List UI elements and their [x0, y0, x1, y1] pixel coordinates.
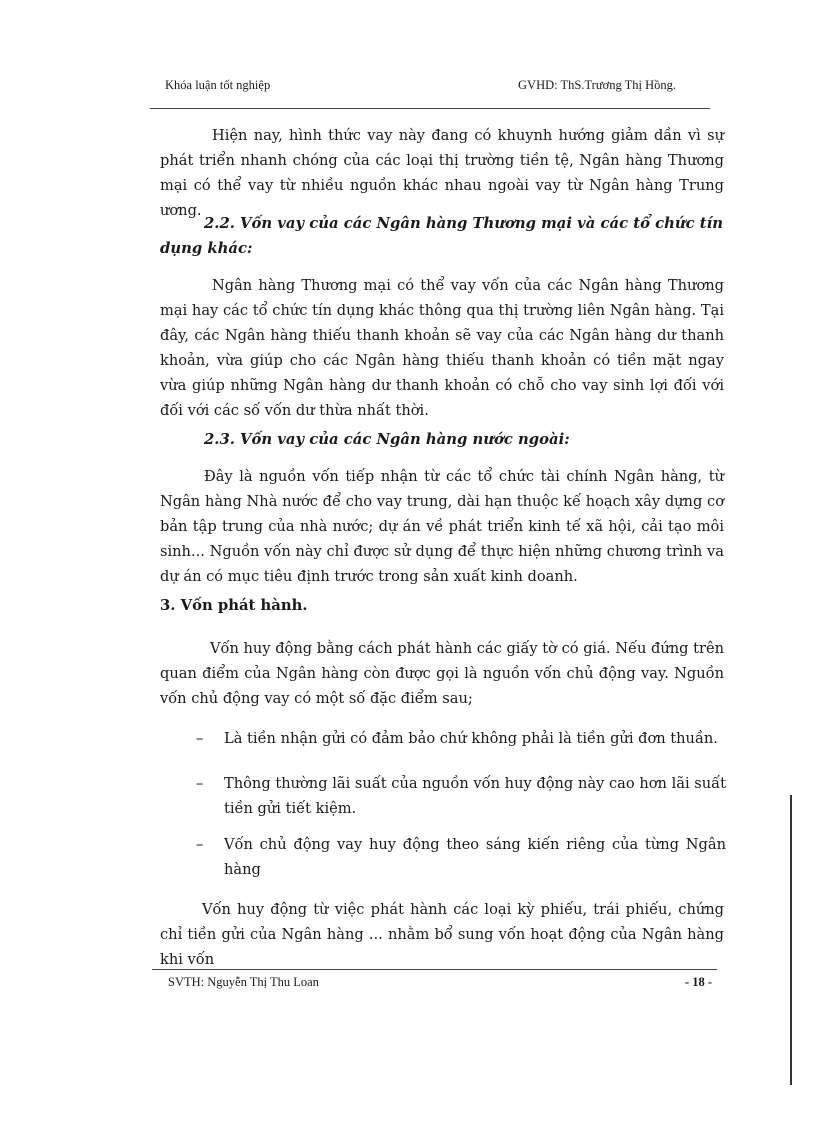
dash-marker: – [196, 730, 204, 747]
paragraph-2: Ngân hàng Thương mại có thể vay vốn của các Ngân hàng Thương mại hay các tổ chức tín dụng khác thông qua thị trường liên Ngân hàng. Tại đây, các Ngân hàng thiếu thanh khoản sẽ vay của các Ngân hàng dư thanh khoản, vừa giúp cho các Ngân hàng thiếu thanh khoản có tiền mặt ngay vừa giúp những Ngân hàng dư thanh khoản có chỗ cho vay sinh lợi đối với đối với các số vốn dư thừa nhất thời. [160, 277, 724, 419]
bullet-text: Vốn chủ động vay huy động theo sáng kiến riêng của từng Ngân hàng [224, 836, 726, 878]
heading-2-2: 2.2. Vốn vay của các Ngân hàng Thương mại và các tổ chức tín dụng khác: [160, 215, 723, 257]
dash-marker: – [196, 775, 204, 792]
bullet-item [196, 832, 726, 882]
heading-2-3: 2.3. Vốn vay của các Ngân hàng nước ngoài: [204, 431, 570, 448]
page-number: - 18 - [684, 975, 712, 989]
paragraph-1: Hiện nay, hình thức vay này đang có khuynh hướng giảm dần vì sự phát triển nhanh chóng của các loại thị trường tiền tệ, Ngân hàng Thương mại có thể vay từ nhiều nguồn khác nhau ngoài vay từ Ngân hàng Trung ương. [160, 127, 724, 219]
header-left: Khóa luận tốt nghiệp [165, 78, 271, 92]
bullet-text: Là tiền nhận gửi có đảm bảo chứ không phải là tiền gửi đơn thuần. [224, 730, 718, 747]
bullet-text: Thông thường lãi suất của nguồn vốn huy động này cao hơn lãi suất tiền gửi tiết kiệm. [224, 775, 726, 817]
footer-rule [152, 969, 717, 970]
bullet-item [196, 771, 726, 821]
footer-left: SVTH: Nguyễn Thị Thu Loan [168, 975, 319, 989]
scan-edge-line [790, 795, 792, 1085]
header-rule [150, 108, 710, 109]
paragraph-3: Đây là nguồn vốn tiếp nhận từ các tổ chức tài chính Ngân hàng, từ Ngân hàng Nhà nước để cho vay trung, dài hạn thuộc kế hoạch xây dựng cơ bản tập trung của nhà nước; dự án về phát triển kinh tế xã hội, cải tạo môi sinh... Nguồn vốn này chỉ được sử dụng để thực hiện những chương trình va dự án có mục tiêu định trước trong sản xuất kinh doanh. [160, 468, 724, 585]
heading-3: 3. Vốn phát hành. [160, 597, 308, 614]
dash-marker: – [196, 836, 204, 853]
paragraph-4: Vốn huy động bằng cách phát hành các giấy tờ có giá. Nếu đứng trên quan điểm của Ngân hàng còn được gọi là nguồn vốn chủ động vay. Nguồn vốn chủ động vay có một số đặc điểm sau; [160, 640, 724, 707]
bullet-item [196, 726, 726, 751]
header-right: GVHD: ThS.Trương Thị Hồng. [518, 78, 676, 92]
paragraph-5: Vốn huy động từ việc phát hành các loại kỳ phiếu, trái phiếu, chứng chỉ tiền gửi của Ngân hàng ... nhằm bổ sung vốn hoạt động của Ngân hàng khi vốn [160, 901, 724, 968]
